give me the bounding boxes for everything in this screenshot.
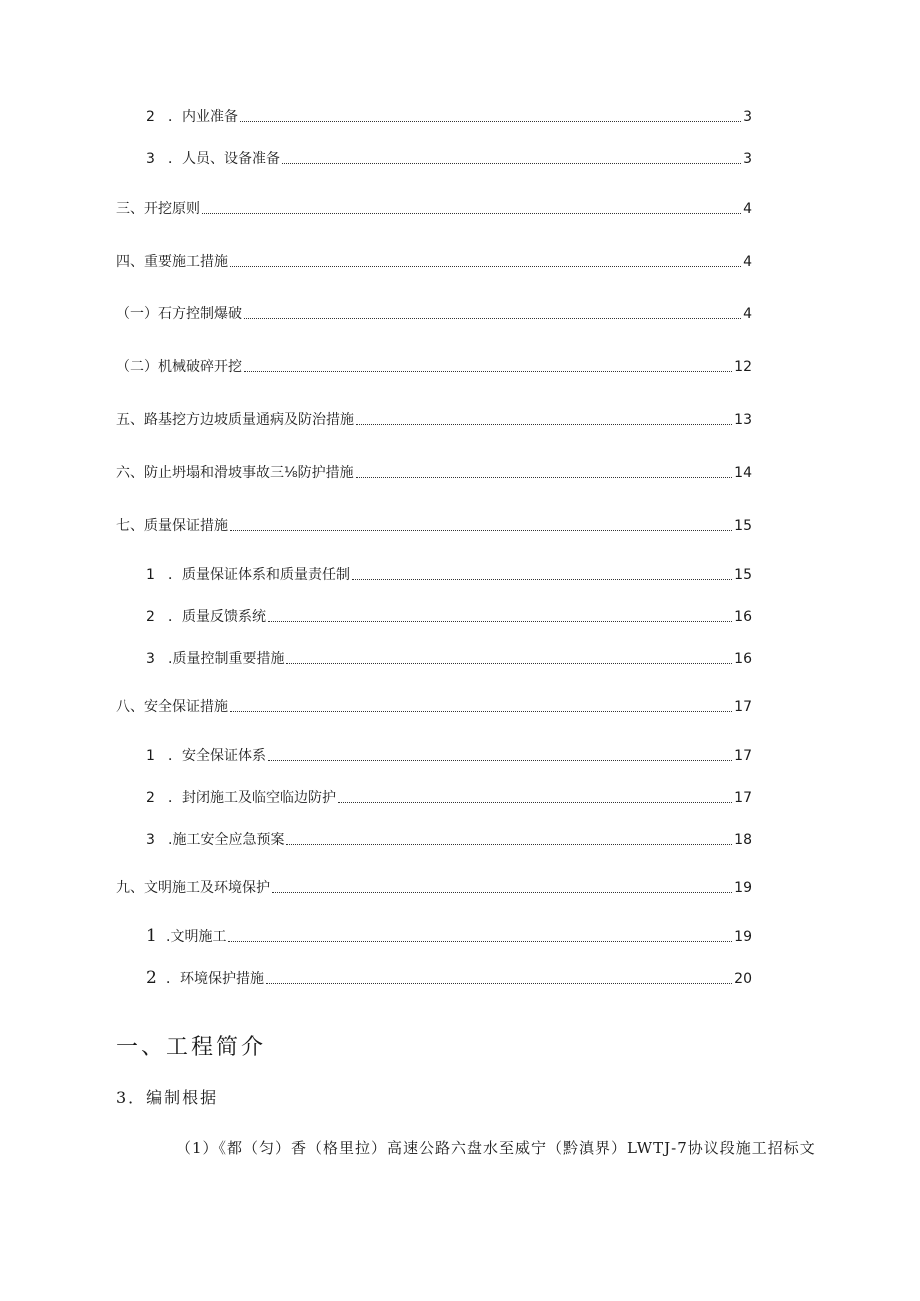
toc-number: 3 [146, 651, 155, 667]
toc-item-2-2[interactable] [146, 146, 752, 168]
toc-item-7[interactable] [116, 513, 752, 535]
toc-label: 九、文明施工及环境保护 [116, 880, 270, 896]
toc-page-number: 4 [743, 254, 752, 270]
toc-label: ．安全保证体系 [168, 748, 266, 764]
toc-page-number: 20 [734, 971, 752, 987]
toc-page-number: 17 [734, 699, 752, 715]
toc-page-number: 3 [743, 151, 752, 167]
toc-label: ．质量保证体系和质量责任制 [168, 567, 350, 583]
toc-number: 3 [146, 832, 155, 848]
toc-label: ．人员、设备准备 [168, 151, 280, 167]
toc-number: 3 [146, 151, 155, 167]
toc-label: ．封闭施工及临空临边防护 [168, 790, 336, 806]
toc-number: 1 [146, 567, 155, 583]
toc-leader [282, 162, 741, 164]
toc-label: 四、重要施工措施 [116, 254, 228, 270]
toc-page-number: 4 [743, 201, 752, 217]
toc-label: 五、路基挖方边坡质量通病及防治措施 [116, 412, 354, 428]
toc-leader [244, 370, 732, 372]
toc-leader [268, 620, 732, 622]
toc-label: ．内业准备 [168, 109, 238, 125]
toc-leader [266, 982, 732, 984]
toc-page-number: 17 [734, 748, 752, 764]
toc-page-number: 16 [734, 651, 752, 667]
toc-label: .文明施工 [166, 929, 227, 945]
toc-item-9-2[interactable] [146, 966, 752, 988]
toc-item-9-1[interactable] [146, 924, 752, 946]
toc-item-7-1[interactable] [146, 562, 752, 584]
toc-number: 2 [146, 968, 157, 988]
toc-page-number: 3 [743, 109, 752, 125]
toc-label: （一）石方控制爆破 [116, 306, 242, 322]
toc-page-number: 15 [734, 567, 752, 583]
toc-label: 八、安全保证措施 [116, 699, 228, 715]
toc-label: ．环境保护措施 [166, 971, 264, 987]
toc-leader [286, 843, 732, 845]
toc-leader [230, 529, 732, 531]
toc-leader [230, 710, 732, 712]
toc-page-number: 12 [734, 359, 752, 375]
toc-label: 三、开挖原则 [116, 201, 200, 217]
toc-leader [268, 759, 732, 761]
toc-item-8-3[interactable] [146, 827, 752, 849]
toc-page-number: 13 [734, 412, 752, 428]
toc-item-3[interactable] [116, 196, 752, 218]
toc-page-number: 18 [734, 832, 752, 848]
toc-label: （二）机械破碎开挖 [116, 359, 242, 375]
toc-item-9[interactable] [116, 875, 752, 897]
toc-page-number: 19 [734, 880, 752, 896]
toc-item-8[interactable] [116, 694, 752, 716]
toc-leader [244, 317, 741, 319]
toc-leader [240, 120, 741, 122]
toc-number: 2 [146, 609, 155, 625]
toc-number: 2 [146, 790, 155, 806]
toc-page-number: 19 [734, 929, 752, 945]
toc-label: .施工安全应急预案 [168, 832, 285, 848]
section-heading: 一、工程简介 [116, 1035, 267, 1060]
toc-page-number: 17 [734, 790, 752, 806]
toc-number: 2 [146, 109, 155, 125]
toc-item-5[interactable] [116, 407, 752, 429]
body-text: （1）《都（匀）香（格里拉）高速公路六盘水至威宁（黔滇界）LWTJ-7协议段施工招标文 [176, 1139, 816, 1157]
toc-label: 六、防止坍塌和滑坡事故三⅛防护措施 [116, 465, 354, 481]
toc-item-7-2[interactable] [146, 604, 752, 626]
toc-item-6[interactable] [116, 460, 752, 482]
toc-page-number: 14 [734, 465, 752, 481]
toc-label: 七、质量保证措施 [116, 518, 228, 534]
toc-item-8-1[interactable] [146, 743, 752, 765]
toc-page-number: 15 [734, 518, 752, 534]
toc-leader [338, 801, 732, 803]
toc-leader [272, 891, 732, 893]
toc-label: ．质量反馈系统 [168, 609, 266, 625]
toc-item-8-2[interactable] [146, 785, 752, 807]
toc-leader [202, 212, 741, 214]
toc-item-7-3[interactable] [146, 646, 752, 668]
toc-leader [230, 265, 741, 267]
toc-leader [356, 423, 732, 425]
toc-leader [286, 662, 732, 664]
toc-leader [228, 940, 732, 942]
toc-leader [356, 476, 733, 478]
toc-item-4-1[interactable] [116, 301, 752, 323]
toc-item-2-1[interactable] [146, 104, 752, 126]
subsection-heading: 3．编制根据 [116, 1088, 219, 1107]
toc-number: 1 [146, 748, 155, 764]
toc-page-number: 4 [743, 306, 752, 322]
toc-page-number: 16 [734, 609, 752, 625]
toc-label: .质量控制重要措施 [168, 651, 285, 667]
toc-leader [352, 578, 732, 580]
toc-number: 1 [146, 926, 157, 946]
toc-item-4[interactable] [116, 249, 752, 271]
toc-item-4-2[interactable] [116, 354, 752, 376]
